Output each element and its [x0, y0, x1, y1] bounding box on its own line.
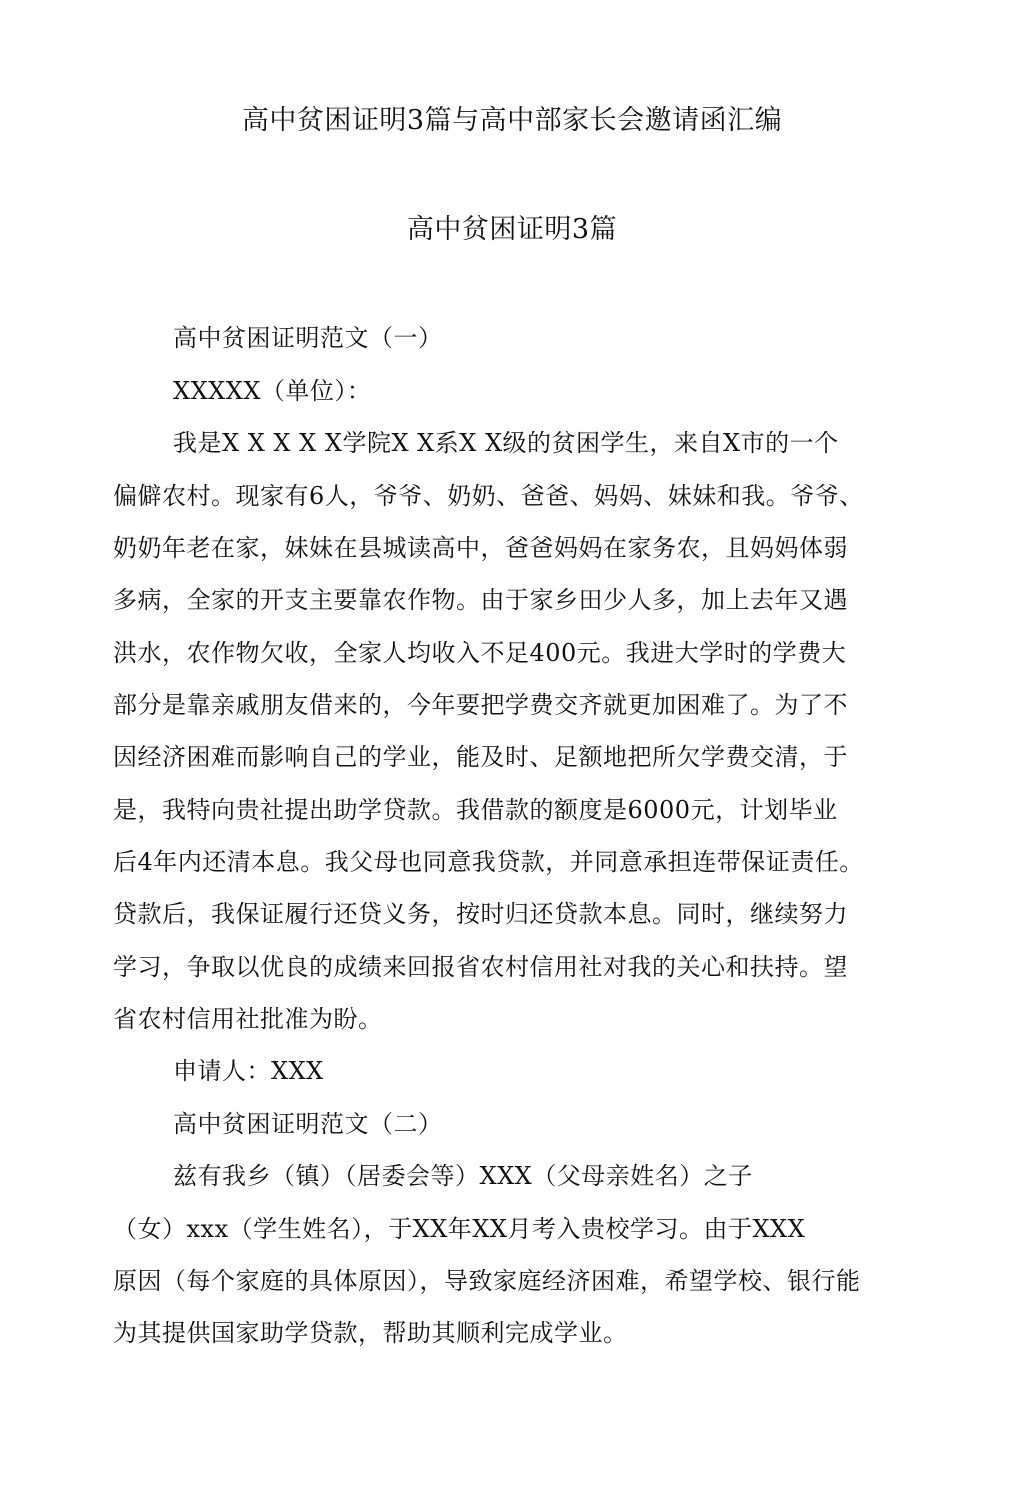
- sample2-line-2: （女）xxx（学生姓名），于XX年XX月考入贵校学习。由于XXX: [113, 1215, 806, 1243]
- sample2-line-3: 原因（每个家庭的具体原因），导致家庭经济困难，希望学校、银行能: [113, 1267, 861, 1295]
- sample1-line-12: 省农村信用社批准为盼。: [113, 1005, 383, 1033]
- sample1-line-5: 洪水，农作物欠收，全家人均收入不足400元。我进大学时的学费大: [113, 639, 847, 667]
- sample1-heading: 高中贫困证明范文（一）: [173, 324, 443, 352]
- sample1-line-3: 奶奶年老在家，妹妹在县城读高中，爸爸妈妈在家务农，且妈妈体弱: [113, 534, 848, 562]
- section-title: 高中贫困证明3篇: [406, 214, 618, 245]
- sample1-line-4: 多病，全家的开支主要靠农作物。由于家乡田少人多，加上去年又遇: [113, 586, 848, 614]
- sample1-line-10: 贷款后，我保证履行还贷义务，按时归还贷款本息。同时，继续努力: [113, 900, 848, 928]
- sample1-line-6: 部分是靠亲戚朋友借来的，今年要把学费交齐就更加困难了。为了不: [113, 691, 848, 719]
- sample1-line-1: 我是X X X X X学院X X系X X级的贫困学生，来自X市的一个: [173, 429, 839, 457]
- sample1-line-2: 偏僻农村。现家有6人，爷爷、奶奶、爸爸、妈妈、妹妹和我。爷爷、: [113, 482, 864, 510]
- sample2-heading: 高中贫困证明范文（二）: [173, 1110, 443, 1138]
- main-title: 高中贫困证明3篇与高中部家长会邀请函汇编: [241, 105, 783, 136]
- sample1-line-7: 因经济困难而影响自己的学业，能及时、足额地把所欠学费交清，于: [113, 743, 848, 771]
- sample2-line-1: 兹有我乡（镇）（居委会等）XXX（父母亲姓名）之子: [173, 1162, 753, 1190]
- sample2-line-4: 为其提供国家助学贷款，帮助其顺利完成学业。: [113, 1319, 628, 1347]
- sample1-line-9: 后4年内还清本息。我父母也同意我贷款，并同意承担连带保证责任。: [113, 848, 864, 876]
- sample1-line-11: 学习，争取以优良的成绩来回报省农村信用社对我的关心和扶持。望: [113, 953, 848, 981]
- sample1-line-8: 是，我特向贵社提出助学贷款。我借款的额度是6000元，计划毕业: [113, 796, 838, 824]
- sample1-recipient: XXXXX（单位）：: [173, 377, 372, 405]
- sample1-applicant: 申请人：XXX: [173, 1057, 324, 1085]
